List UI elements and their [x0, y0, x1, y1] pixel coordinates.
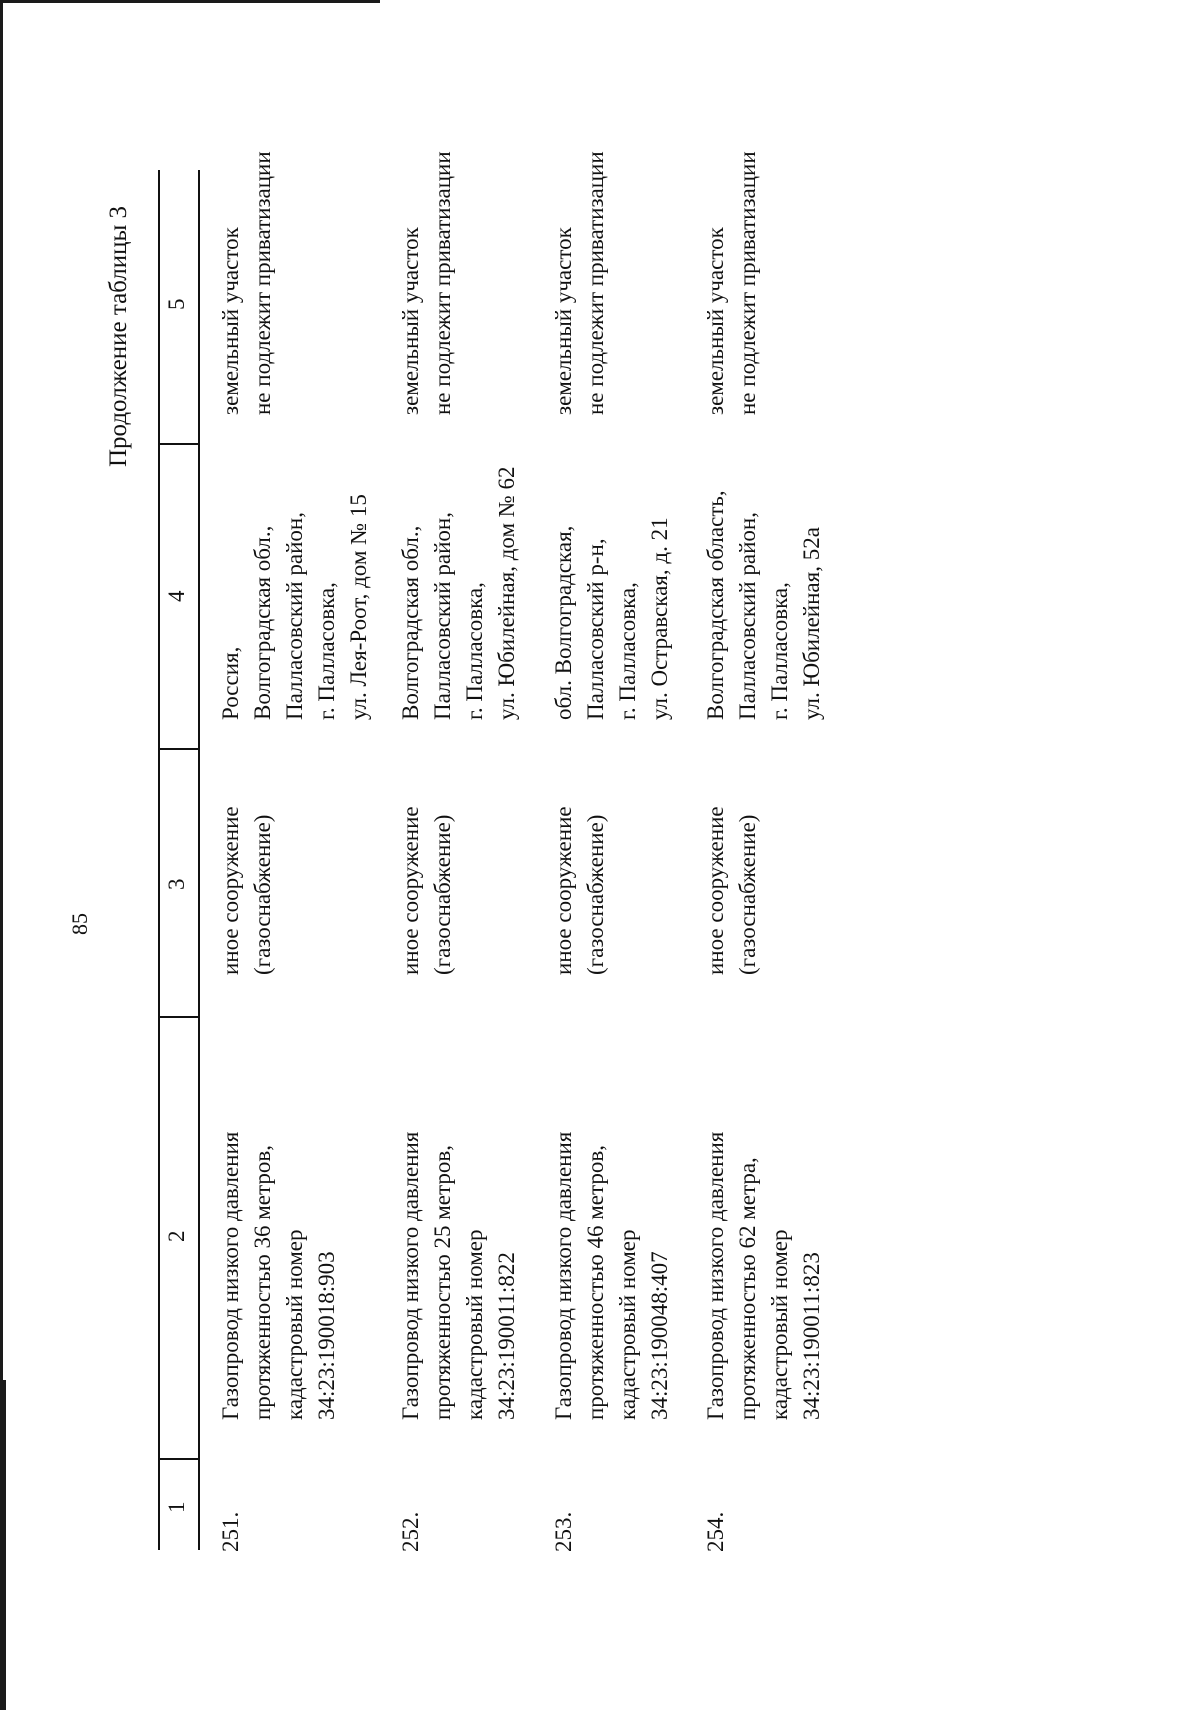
col-divider-3 — [158, 748, 198, 750]
col-divider-4 — [158, 443, 198, 445]
column-header-3: 3 — [164, 878, 189, 890]
row-number: 254. — [703, 1511, 728, 1552]
page-number: 85 — [67, 913, 92, 935]
object-name: Газопровод низкого давления протяженностью 62 метра, кадастровый номер 34:23:190011:823 — [703, 1131, 824, 1420]
object-type: иное сооружение (газоснабжение) — [551, 806, 608, 975]
column-header-2: 2 — [164, 1230, 189, 1242]
object-address: Волгоградская область, Палласовский район, г. Палласовка, ул. Юбилейная, 52а — [703, 490, 824, 720]
row-number: 253. — [551, 1511, 576, 1552]
scan-edge-top — [0, 0, 380, 3]
object-type: иное сооружение (газоснабжение) — [703, 806, 760, 975]
object-name: Газопровод низкого давления протяженностью 46 метров, кадастровый номер 34:23:190048:407 — [551, 1131, 672, 1420]
object-name: Газопровод низкого давления протяженностью 25 метров, кадастровый номер 34:23:190011:822 — [398, 1131, 519, 1420]
object-name: Газопровод низкого давления протяженностью 36 метров, кадастровый номер 34:23:190018:903 — [218, 1131, 339, 1420]
object-note: земельный участок не подлежит приватизации — [703, 151, 760, 415]
column-header-5: 5 — [164, 298, 189, 310]
object-note: земельный участок не подлежит приватизации — [551, 151, 608, 415]
table-top-rule — [158, 170, 160, 1550]
object-address: обл. Волгоградская, Палласовский р-н, г. Палласовка, ул. Остравская, д. 21 — [551, 517, 672, 720]
row-number: 251. — [218, 1511, 243, 1552]
col-divider-2 — [158, 1016, 198, 1018]
table-caption: Продолжение таблицы 3 — [105, 205, 132, 467]
rotated-table-frame — [0, 150, 1200, 1710]
object-note: земельный участок не подлежит приватизации — [218, 151, 275, 415]
column-header-4: 4 — [164, 590, 189, 602]
column-header-1: 1 — [164, 1501, 189, 1513]
object-address: Россия, Волгоградская обл., Палласовский район, г. Палласовка, ул. Лея-Роот, дом № 15 — [218, 494, 371, 720]
object-note: земельный участок не подлежит приватизации — [398, 151, 455, 415]
object-type: иное сооружение (газоснабжение) — [218, 806, 275, 975]
col-divider-1 — [158, 1458, 198, 1460]
row-number: 252. — [398, 1511, 423, 1552]
object-type: иное сооружение (газоснабжение) — [398, 806, 455, 975]
table-header-rule — [198, 170, 200, 1550]
object-address: Волгоградская обл., Палласовский район, г. Палласовка, ул. Юбилейная, дом № 62 — [398, 466, 519, 720]
